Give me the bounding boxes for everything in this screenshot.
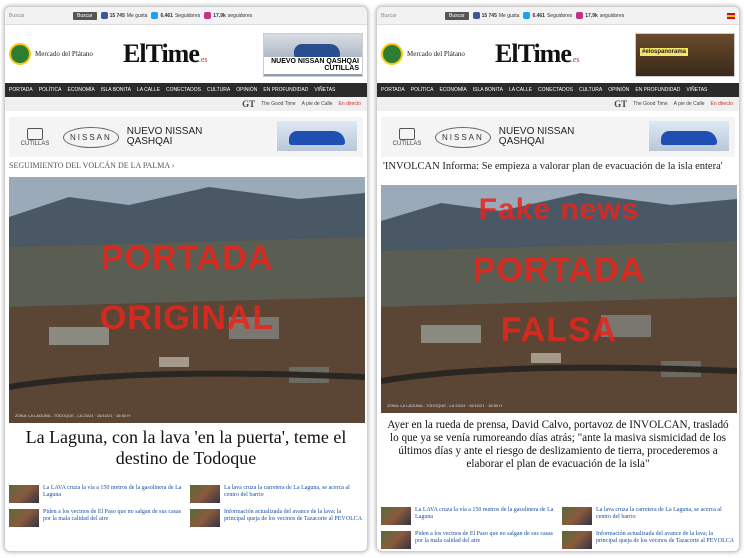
nav-portada[interactable]: PORTADA bbox=[381, 87, 405, 93]
nissan-banner-ad[interactable] bbox=[9, 117, 363, 157]
good-time-link[interactable]: The Good Time bbox=[261, 101, 296, 107]
nav-la-calle[interactable]: LA CALLE bbox=[508, 87, 533, 93]
news-thumbnail bbox=[562, 531, 592, 549]
masthead bbox=[5, 25, 367, 83]
instagram-icon bbox=[204, 12, 211, 19]
related-news bbox=[9, 485, 363, 527]
site-logo[interactable]: ElTime.es bbox=[495, 39, 580, 68]
facebook-icon bbox=[473, 12, 480, 19]
search-button[interactable]: Buscar bbox=[73, 12, 97, 20]
partner-logo[interactable] bbox=[9, 43, 109, 65]
photo-caption: ZONA: LA LAGUNA - TODOQUE - LA 23/24 · 16/10/21 · 16:50 H bbox=[387, 403, 503, 409]
news-item[interactable]: Piden a los vecinos de El Paso que no salgan de sus casas por la mala calidad del aire bbox=[9, 509, 182, 527]
section-kicker[interactable]: SEGUIMIENTO DEL VOLCÁN DE LA PALMA › bbox=[9, 161, 175, 170]
partner-logo[interactable] bbox=[381, 43, 481, 65]
news-thumbnail bbox=[190, 509, 220, 527]
lead-photo[interactable] bbox=[9, 177, 365, 423]
sub-bar bbox=[377, 97, 739, 111]
gt-logo[interactable]: GT bbox=[242, 99, 256, 109]
instagram-followers[interactable]: 17,9k seguidores bbox=[576, 12, 624, 19]
nissan-logo: NISSAN bbox=[435, 127, 491, 148]
header-ad[interactable] bbox=[263, 33, 363, 77]
twitter-icon bbox=[151, 12, 158, 19]
nav-en-profundidad[interactable]: EN PROFUNDIDAD bbox=[635, 87, 681, 93]
news-thumbnail bbox=[381, 507, 411, 525]
news-item[interactable]: La lava cruza la carretera de La Laguna, se acerca al centro del barrio bbox=[562, 507, 735, 525]
overlay-original: ORIGINAL bbox=[99, 299, 275, 337]
lead-photo[interactable] bbox=[381, 185, 737, 413]
facebook-followers[interactable]: 15 745 Me gusta bbox=[473, 12, 520, 19]
fake-page-screenshot bbox=[376, 6, 740, 552]
ad-dealer: CUTILLAS bbox=[324, 65, 359, 73]
sub-bar bbox=[5, 97, 367, 111]
crest-icon bbox=[27, 128, 43, 140]
news-item[interactable]: Información actualizada del avance de la lava; la principal queja de los vecinos de Tazacorte al PEVOLCA bbox=[562, 531, 735, 549]
overlay-portada: PORTADA bbox=[472, 251, 646, 289]
nav-cultura[interactable]: CULTURA bbox=[206, 87, 231, 93]
news-thumbnail bbox=[9, 485, 39, 503]
nav-portada[interactable]: PORTADA bbox=[9, 87, 33, 93]
pie-de-calle-link[interactable]: A pie de Calle bbox=[673, 101, 705, 107]
instagram-followers[interactable]: 17,9k seguidores bbox=[204, 12, 252, 19]
ad-text: NUEVO NISSAN QASHQAI bbox=[271, 57, 359, 65]
main-headline[interactable]: La Laguna, con la lava 'en la puerta', teme el destino de Todoque bbox=[25, 427, 347, 468]
nav-politica[interactable]: POLÍTICA bbox=[38, 87, 62, 93]
car-image bbox=[649, 121, 729, 151]
top-bar bbox=[377, 7, 739, 25]
main-headline[interactable]: Ayer en la rueda de prensa, David Calvo, portavoz de INVOLCAN, trasladó lo que ya se venía rumoreando días atrás; "ante la masiva sismicidad de los últimos días y ante el riesgo de deslizamiento de tierra, procederemos a elaborar el plan de evacuación de la isla" bbox=[387, 419, 729, 470]
overlay-portada: PORTADA bbox=[100, 239, 274, 277]
header-ad[interactable] bbox=[635, 33, 735, 77]
facebook-followers[interactable]: 15 745 Me gusta bbox=[101, 12, 148, 19]
nav-cultura[interactable]: CULTURA bbox=[578, 87, 603, 93]
nav-en-profundidad[interactable]: EN PROFUNDIDAD bbox=[263, 87, 309, 93]
car-image bbox=[277, 121, 357, 151]
spain-flag-icon[interactable] bbox=[727, 13, 735, 19]
news-thumbnail bbox=[562, 507, 592, 525]
main-nav bbox=[377, 83, 739, 97]
nav-economia[interactable]: ECONOMÍA bbox=[439, 87, 467, 93]
top-bar bbox=[5, 7, 367, 25]
site-logo[interactable]: ElTime.es bbox=[123, 39, 208, 68]
news-thumbnail bbox=[381, 531, 411, 549]
news-item[interactable]: La LAVA cruza la vía a 150 metros de la gasolinera de La Laguna bbox=[381, 507, 554, 525]
banner-text: NUEVO NISSAN QASHQAI bbox=[126, 126, 203, 147]
nav-opinion[interactable]: OPINIÓN bbox=[236, 87, 258, 93]
ad-tag: #elospanorama bbox=[642, 49, 687, 55]
news-thumbnail bbox=[190, 485, 220, 503]
nav-opinion[interactable]: OPINIÓN bbox=[608, 87, 630, 93]
nav-conectados[interactable]: CONECTADOS bbox=[166, 87, 201, 93]
news-thumbnail bbox=[9, 509, 39, 527]
news-item[interactable]: La LAVA cruza la vía a 150 metros de la gasolinera de La Laguna bbox=[9, 485, 182, 503]
news-item[interactable]: Información actualizada del avance de la lava; la principal queja de los vecinos de Tazacorte al PEVOLCA bbox=[190, 509, 363, 527]
nav-vinetas[interactable]: VIÑETAS bbox=[686, 87, 708, 93]
banner-text: NUEVO NISSAN QASHQAI bbox=[498, 126, 575, 147]
banana-logo-icon bbox=[9, 43, 31, 65]
news-item[interactable]: La lava cruza la carretera de La Laguna, se acerca al centro del barrio bbox=[190, 485, 363, 503]
nav-isla-bonita[interactable]: ISLA BONITA bbox=[472, 87, 503, 93]
overlay-falsa: FALSA bbox=[500, 311, 618, 349]
cutillas-logo: CUTILLAS bbox=[387, 128, 427, 147]
instagram-icon bbox=[576, 12, 583, 19]
nav-conectados[interactable]: CONECTADOS bbox=[538, 87, 573, 93]
cutillas-logo: CUTILLAS bbox=[15, 128, 55, 147]
nav-economia[interactable]: ECONOMÍA bbox=[67, 87, 95, 93]
twitter-icon bbox=[523, 12, 530, 19]
twitter-followers[interactable]: 6.461 Seguidores bbox=[523, 12, 572, 19]
news-item[interactable]: Piden a los vecinos de El Paso que no salgan de sus casas por la mala calidad del aire bbox=[381, 531, 554, 549]
nissan-banner-ad[interactable] bbox=[381, 117, 735, 157]
nav-vinetas[interactable]: VIÑETAS bbox=[314, 87, 336, 93]
overlay-fake-news: Fake news bbox=[478, 193, 640, 226]
pie-de-calle-link[interactable]: A pie de Calle bbox=[301, 101, 333, 107]
nav-politica[interactable]: POLÍTICA bbox=[410, 87, 434, 93]
nissan-logo: NISSAN bbox=[63, 127, 119, 148]
en-directo-link[interactable]: En directo bbox=[338, 101, 361, 107]
search-input[interactable]: Buscar bbox=[9, 12, 25, 19]
good-time-link[interactable]: The Good Time bbox=[633, 101, 668, 107]
related-news bbox=[381, 507, 735, 549]
search-button[interactable]: Buscar bbox=[445, 12, 469, 20]
gt-logo[interactable]: GT bbox=[614, 99, 628, 109]
search-input[interactable]: Buscar bbox=[381, 12, 397, 19]
partner-name: Mercado del Plátano bbox=[407, 50, 465, 58]
banana-logo-icon bbox=[381, 43, 403, 65]
main-nav bbox=[5, 83, 367, 97]
fake-kicker[interactable]: 'INVOLCAN Informa: Se empieza a valorar plan de evacuación de la isla entera' bbox=[383, 161, 723, 172]
facebook-icon bbox=[101, 12, 108, 19]
original-page-screenshot bbox=[4, 6, 368, 552]
partner-name: Mercado del Plátano bbox=[35, 50, 93, 58]
twitter-followers[interactable]: 6.461 Seguidores bbox=[151, 12, 200, 19]
masthead bbox=[377, 25, 739, 83]
nav-la-calle[interactable]: LA CALLE bbox=[136, 87, 161, 93]
nav-isla-bonita[interactable]: ISLA BONITA bbox=[100, 87, 131, 93]
photo-caption: ZONA: LA LAGUNA - TODOQUE - LA 23/24 · 16/10/21 · 16:50 H bbox=[15, 413, 131, 419]
crest-icon bbox=[399, 128, 415, 140]
en-directo-link[interactable]: En directo bbox=[710, 101, 733, 107]
